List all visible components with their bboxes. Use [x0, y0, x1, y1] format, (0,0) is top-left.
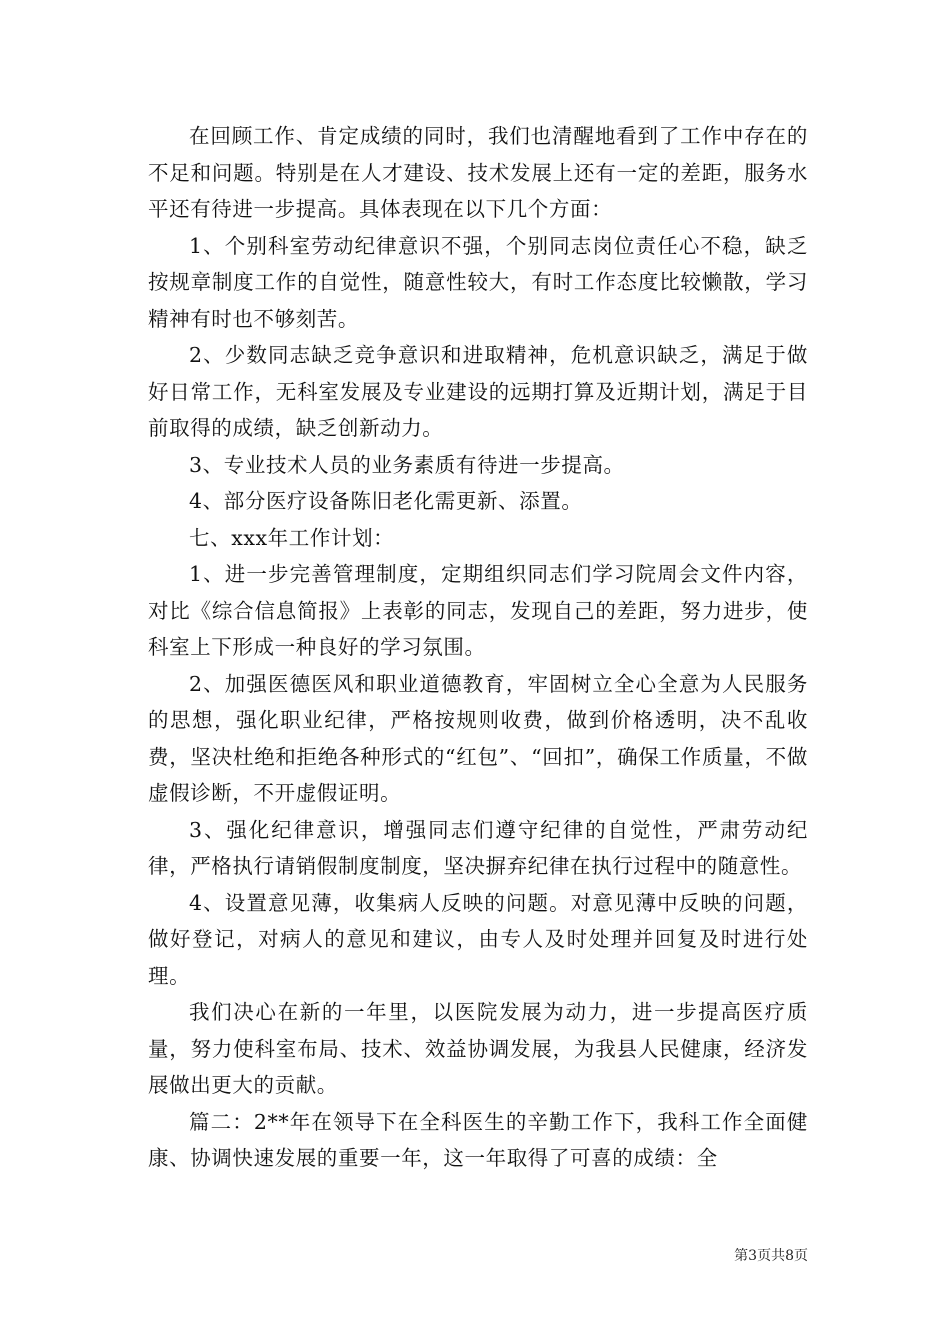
- paragraph-plan-2: 2、加强医德医风和职业道德教育，牢固树立全心全意为人民服务的思想，强化职业纪律，严格按规则收费，做到价格透明，决不乱收费，坚决杜绝和拒绝各种形式的“红包”、“回扣”，确保工作质量，不做虚假诊断，不开虚假证明。: [148, 671, 808, 805]
- paragraph-problem-4: 4、部分医疗设备陈旧老化需更新、添置。: [189, 489, 583, 513]
- paragraph-plan-1: 1、进一步完善管理制度，定期组织同志们学习院周会文件内容，对比《综合信息简报》上表彰的同志，发现自己的差距，努力进步，使科室上下形成一种良好的学习氛围。: [148, 562, 808, 659]
- paragraph-plan-3: 3、强化纪律意识，增强同志们遵守纪律的自觉性，严肃劳动纪律，严格执行请销假制度制度，坚决摒弃纪律在执行过程中的随意性。: [148, 817, 808, 878]
- paragraph-part-two: 篇二：2**年在领导下在全科医生的辛勤工作下，我科工作全面健康、协调快速发展的重要一年，这一年取得了可喜的成绩：全: [148, 1109, 808, 1170]
- paragraph-plan-4: 4、设置意见薄，收集病人反映的问题。对意见薄中反映的问题，做好登记，对病人的意见和建议，由专人及时处理并回复及时进行处理。: [148, 890, 808, 988]
- paragraph-problem-3: 3、专业技术人员的业务素质有待进一步提高。: [189, 452, 625, 477]
- paragraph-conclusion: 我们决心在新的一年里，以医院发展为动力，进一步提高医疗质量，努力使科室布局、技术、效益协调发展，为我县人民健康，经济发展做出更大的贡献。: [148, 1000, 808, 1097]
- document-body: [148, 118, 808, 1177]
- page-number-footer: 第3页共8页: [734, 1248, 808, 1264]
- paragraph-problem-2: 2、少数同志缺乏竞争意识和进取精神，危机意识缺乏，满足于做好日常工作，无科室发展及专业建设的远期打算及近期计划，满足于目前取得的成绩，缺乏创新动力。: [148, 343, 808, 440]
- paragraph-problem-1: 1、个别科室劳动纪律意识不强，个别同志岗位责任心不稳，缺乏按规章制度工作的自觉性，随意性较大，有时工作态度比较懒散，学习精神有时也不够刻苦。: [148, 233, 808, 331]
- paragraph-intro: 在回顾工作、肯定成绩的同时，我们也清醒地看到了工作中存在的不足和问题。特别是在人才建设、技术发展上还有一定的差距，服务水平还有待进一步提高。具体表现在以下几个方面：: [148, 124, 808, 221]
- section-heading-work-plan: 七、xxx年工作计划：: [189, 525, 395, 550]
